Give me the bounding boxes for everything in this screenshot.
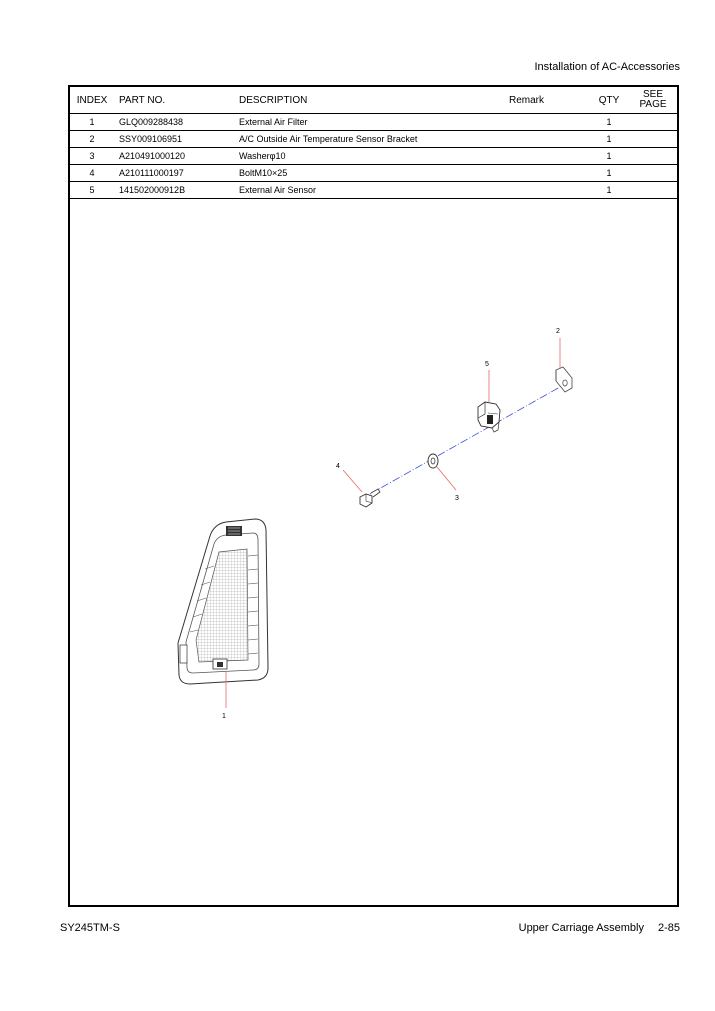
washer-part bbox=[428, 454, 438, 468]
col-part-no-header: PART NO. bbox=[114, 87, 239, 114]
see-page-line1: SEE bbox=[642, 89, 663, 100]
col-index-header: INDEX bbox=[70, 87, 114, 114]
footer-section: Upper Carriage Assembly bbox=[518, 922, 644, 934]
row-index: 5 bbox=[70, 182, 114, 199]
row-qty: 1 bbox=[589, 131, 629, 148]
row-part-no: GLQ009288438 bbox=[114, 114, 239, 131]
assembly-axis-line bbox=[370, 387, 560, 494]
air-filter-part bbox=[178, 519, 268, 684]
row-description: BoltM10×25 bbox=[239, 165, 509, 182]
col-qty-header: QTY bbox=[589, 87, 629, 114]
row-part-no: 141502000912B bbox=[114, 182, 239, 199]
bracket-part bbox=[556, 367, 572, 392]
footer-page-number: 2-85 bbox=[657, 922, 680, 934]
row-index: 2 bbox=[70, 131, 114, 148]
row-part-no: SSY009106951 bbox=[114, 131, 239, 148]
row-description: External Air Filter bbox=[239, 114, 509, 131]
row-qty: 1 bbox=[589, 165, 629, 182]
row-qty: 1 bbox=[589, 114, 629, 131]
footer-right bbox=[519, 922, 680, 934]
row-description: Washerφ10 bbox=[239, 148, 509, 165]
bolt-part bbox=[360, 489, 380, 507]
row-description: External Air Sensor bbox=[239, 182, 509, 199]
see-page-line2: PAGE bbox=[639, 99, 667, 110]
callout-5: 5 bbox=[485, 361, 489, 368]
sensor-part bbox=[478, 402, 500, 432]
callout-2: 2 bbox=[556, 328, 560, 335]
row-part-no: A210491000120 bbox=[114, 148, 239, 165]
callout-3: 3 bbox=[455, 495, 459, 502]
leader-line-4 bbox=[343, 470, 362, 492]
row-part-no: A210111000197 bbox=[114, 165, 239, 182]
col-remark-header: Remark bbox=[509, 87, 589, 114]
row-qty: 1 bbox=[589, 182, 629, 199]
leader-line-3 bbox=[437, 467, 456, 490]
col-description-header: DESCRIPTION bbox=[239, 87, 509, 114]
callout-4: 4 bbox=[336, 463, 340, 470]
row-description: A/C Outside Air Temperature Sensor Bracket bbox=[239, 131, 509, 148]
row-index: 1 bbox=[70, 114, 114, 131]
page-header-title: Installation of AC-Accessories bbox=[534, 61, 680, 73]
row-qty: 1 bbox=[589, 148, 629, 165]
row-index: 4 bbox=[70, 165, 114, 182]
footer-model: SY245TM-S bbox=[60, 922, 120, 934]
callout-1: 1 bbox=[222, 713, 226, 720]
row-index: 3 bbox=[70, 148, 114, 165]
